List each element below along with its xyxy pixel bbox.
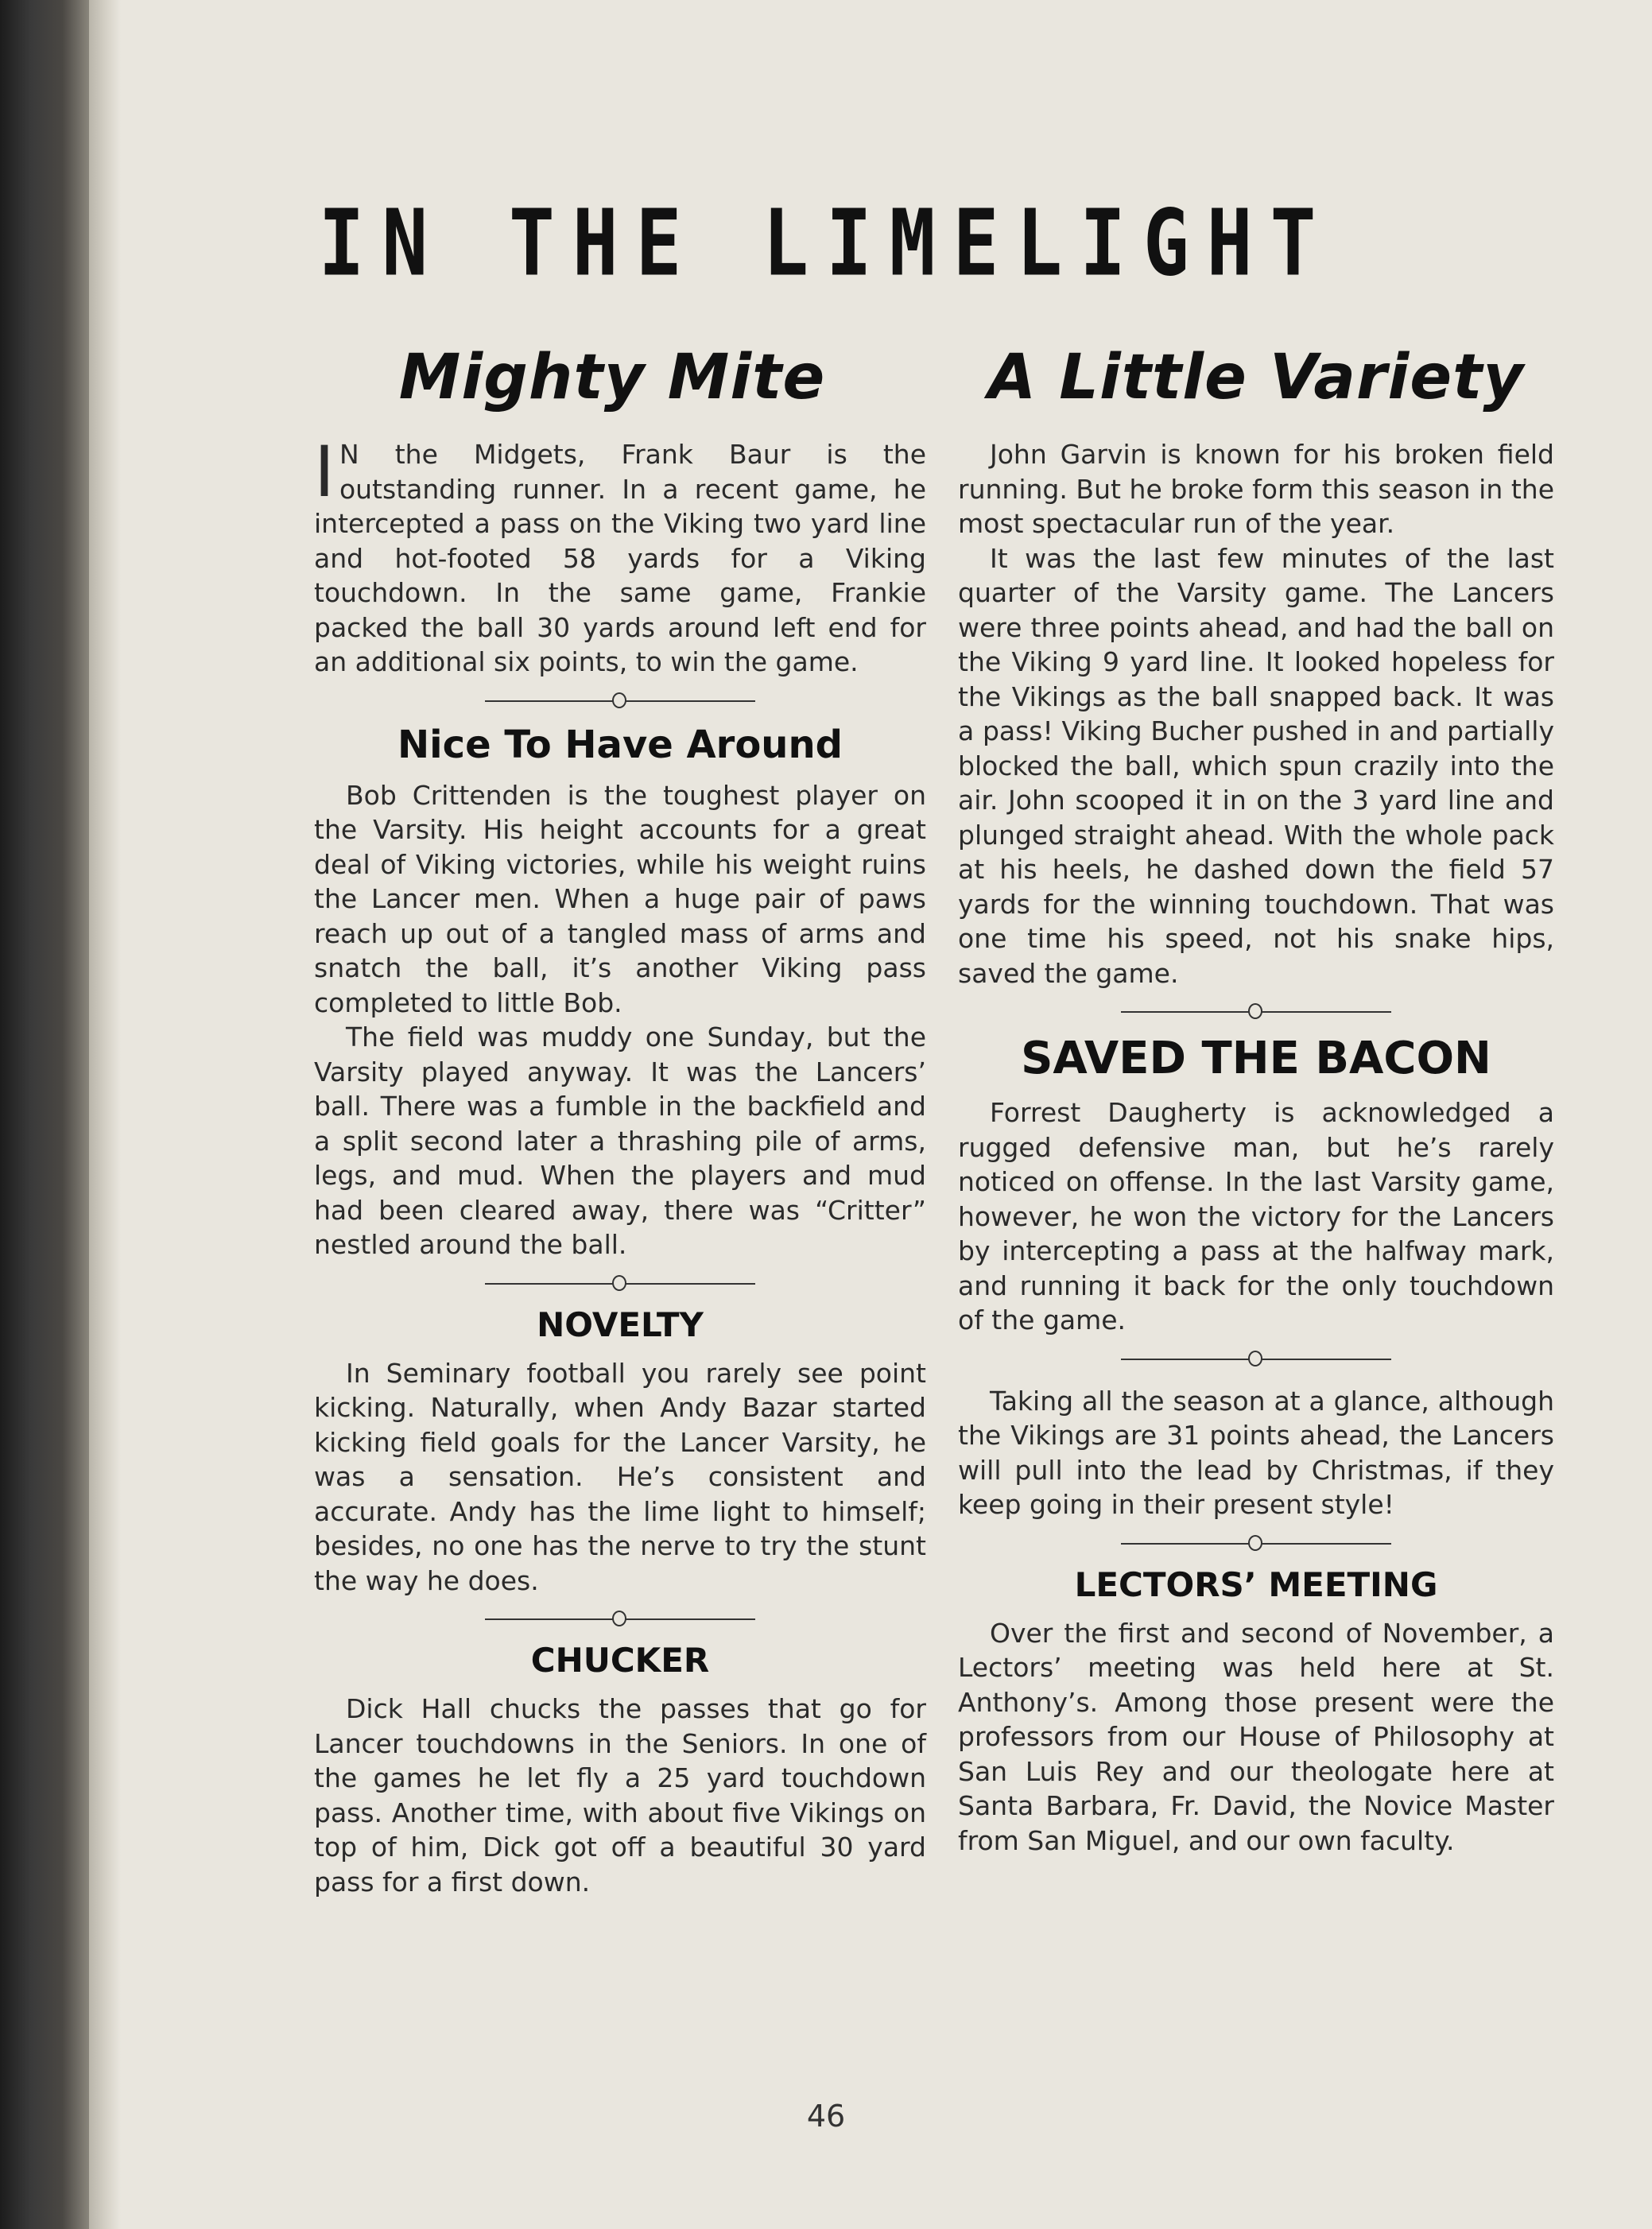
section-divider [958, 1527, 1554, 1559]
heading-lectors-meeting: LECTORS’ MEETING [1074, 1564, 1438, 1604]
season-summary: Taking all the season at a glance, although the Vikings are 31 points ahead, the Lancers will pull into the lead by Christmas, if they keep going in their present style! [958, 1385, 1554, 1520]
bacon-article: Forrest Daugherty is acknowledged a rugged defensive man, but he’s rarely noticed on offense. In the last Varsity game, however, he won the victory for the Lancers by intercepting a pass at the halfway mark, and running it back for the only touchdown of the game. [958, 1097, 1554, 1335]
headline-a-little-variety: A Little Variety [987, 342, 1525, 413]
page-title: IN THE LIMELIGHT [318, 189, 1334, 297]
chucker-article: Dick Hall chucks the passes that go for Lancer touchdowns in the Seniors. In one of the games he let fly a 25 yard touchdown pass. Another time, with about five Vikings on top of him, Dick got off a beautiful 30 yard pass for a first down. [314, 1693, 926, 1898]
novelty-article: In Seminary football you rarely see point kicking. Naturally, when Andy Bazar started kicking field goals for the Lancer Varsity, he was a sensation. He’s consistent and accurate. Andy has the lime light to himself; besides, no one has the nerve to try the stunt the way he does. [314, 1357, 926, 1596]
heading-novelty: NOVELTY [537, 1304, 704, 1344]
book-binding [0, 0, 89, 2229]
heading-saved-the-bacon: SAVED THE BACON [1021, 1033, 1491, 1084]
mighty-mite-article: IN the Midgets, Frank Baur is the outstanding runner. In a recent game, he intercepted a pass on the Viking two yard line and hot-footed 58 yards for a Viking touchdown. In the same game, Frankie packed the ball 30 yards around left end for an additional six points, to win the game. [314, 431, 926, 677]
nice-paragraph-1: Bob Crittenden is the toughest player on the Varsity. His height accounts for a great deal of Viking victories, while his weight ruins the Lancer men. When a huge pair of paws reach up out of a tangled mass of arms and snatch the ball, it’s another Viking pass completed to little Bob. [314, 779, 926, 1018]
section-divider [958, 1343, 1554, 1374]
section-divider [314, 1267, 926, 1299]
page-edge-shadow [89, 0, 121, 2229]
variety-paragraph-2: It was the last few minutes of the last quarter of the Varsity game. The Lancers were three points ahead, and had the ball on the Viking 9 yard line. It looked hopeless for the Vikings as the ball snapped back. It was a pass! Viking Bucher pushed in and partially blocked the ball, which spun crazily into the air. John scooped it in on the 3 yard line and plunged straight ahead. With the whole pack at his heels, he dashed down the field 57 yards for the winning touchdown. That was one time his speed, not his snake hips, saved the game. [958, 542, 1554, 989]
section-divider [314, 684, 926, 716]
heading-nice-to-have-around: Nice To Have Around [397, 722, 843, 767]
left-column [314, 334, 926, 1899]
section-divider [314, 1603, 926, 1634]
lectors-article: Over the first and second of November, a Lectors’ meeting was held here at St. Anthony’s. Among those present were the professors from our House of Philosophy at San Luis Rey and our theologate here at Santa Barbara, Fr. David, the Novice Master from San Miguel, and our own faculty. [958, 1617, 1554, 1856]
section-divider [958, 995, 1554, 1027]
heading-chucker: CHUCKER [530, 1641, 710, 1680]
page-number: 46 [806, 2099, 846, 2134]
nice-paragraph-2: The field was muddy one Sunday, but the Varsity played anyway. It was the Lancers’ ball. There was a fumble in the backfield and a split second later a thrashing pile of arms, legs, and mud. When the players and mud had been cleared away, there was “Critter” nestled around the ball. [314, 1021, 926, 1260]
variety-paragraph-1: John Garvin is known for his broken field running. But he broke form this season in the most spectacular run of the year. [958, 439, 1554, 539]
right-column [958, 334, 1554, 1858]
headline-mighty-mite: Mighty Mite [398, 342, 826, 413]
